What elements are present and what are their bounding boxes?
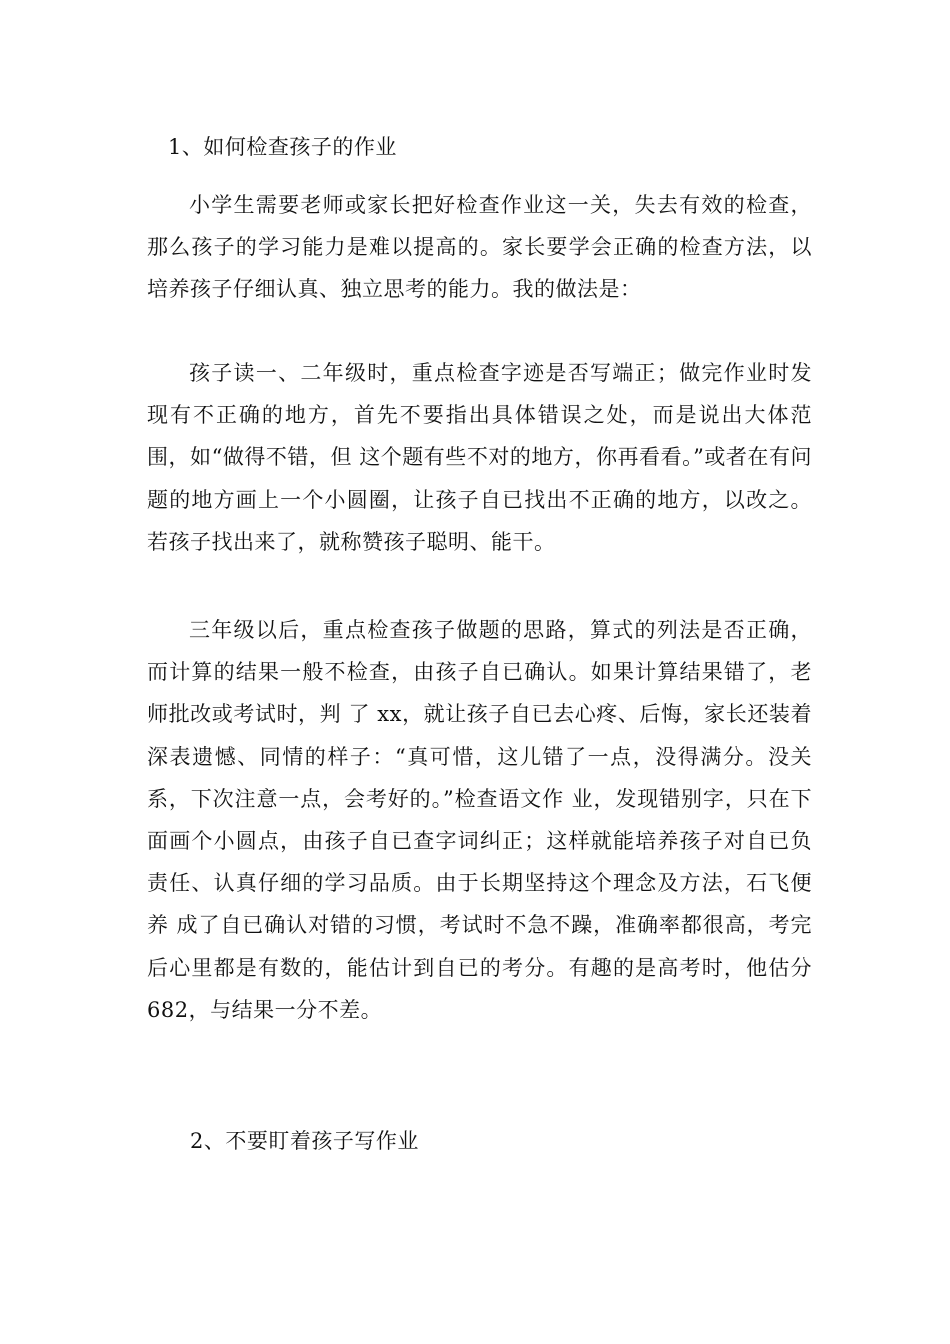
paragraph-1: 小学生需要老师或家长把好检查作业这一关，失去有效的检查，那么孩子的学习能力是难以提高的。家长要学会正确的检查方法，以培养孩子仔细认真、独立思考的能力。我的做法是： (147, 193, 812, 302)
section-heading-2: 2、不要盯着孩子写作业 (190, 1129, 419, 1153)
section-heading-1: 1、如何检查孩子的作业 (168, 135, 397, 159)
paragraph-2: 孩子读一、二年级时，重点检查字迹是否写端正；做完作业时发现有不正确的地方，首先不要指出具体错误之处，而是说出大体范围，如“做得不错，但 这个题有些不对的地方，你再看看。”或者在有问题的地方画上一个小圆圈，让孩子自已找出不正确的地方，以改之。若孩子找出来了，就称赞孩子聪明、能干。 (147, 361, 812, 554)
paragraph-3: 三年级以后，重点检查孩子做题的思路，算式的列法是否正确，而计算的结果一般不检查，由孩子自已确认。如果计算结果错了，老师批改或考试时，判 了 xx，就让孩子自已去心疼、后悔，家长还装着深表遗憾、同情的样子：“真可惜，这儿错了一点，没得满分。没关系，下次注意一点，会考好的。”检查语文作 业，发现错别字，只在下面画个小圆点，由孩子自已查字词纠正；这样就能培养孩子对自已负责任、认真仔细的学习品质。由于长期坚持这个理念及方法，石飞便养 成了自已确认对错的习惯，考试时不急不躁，准确率都很高，考完后心里都是有数的，能估计到自已的考分。有趣的是高考时，他估分 682，与结果一分不差。 (147, 618, 812, 1022)
